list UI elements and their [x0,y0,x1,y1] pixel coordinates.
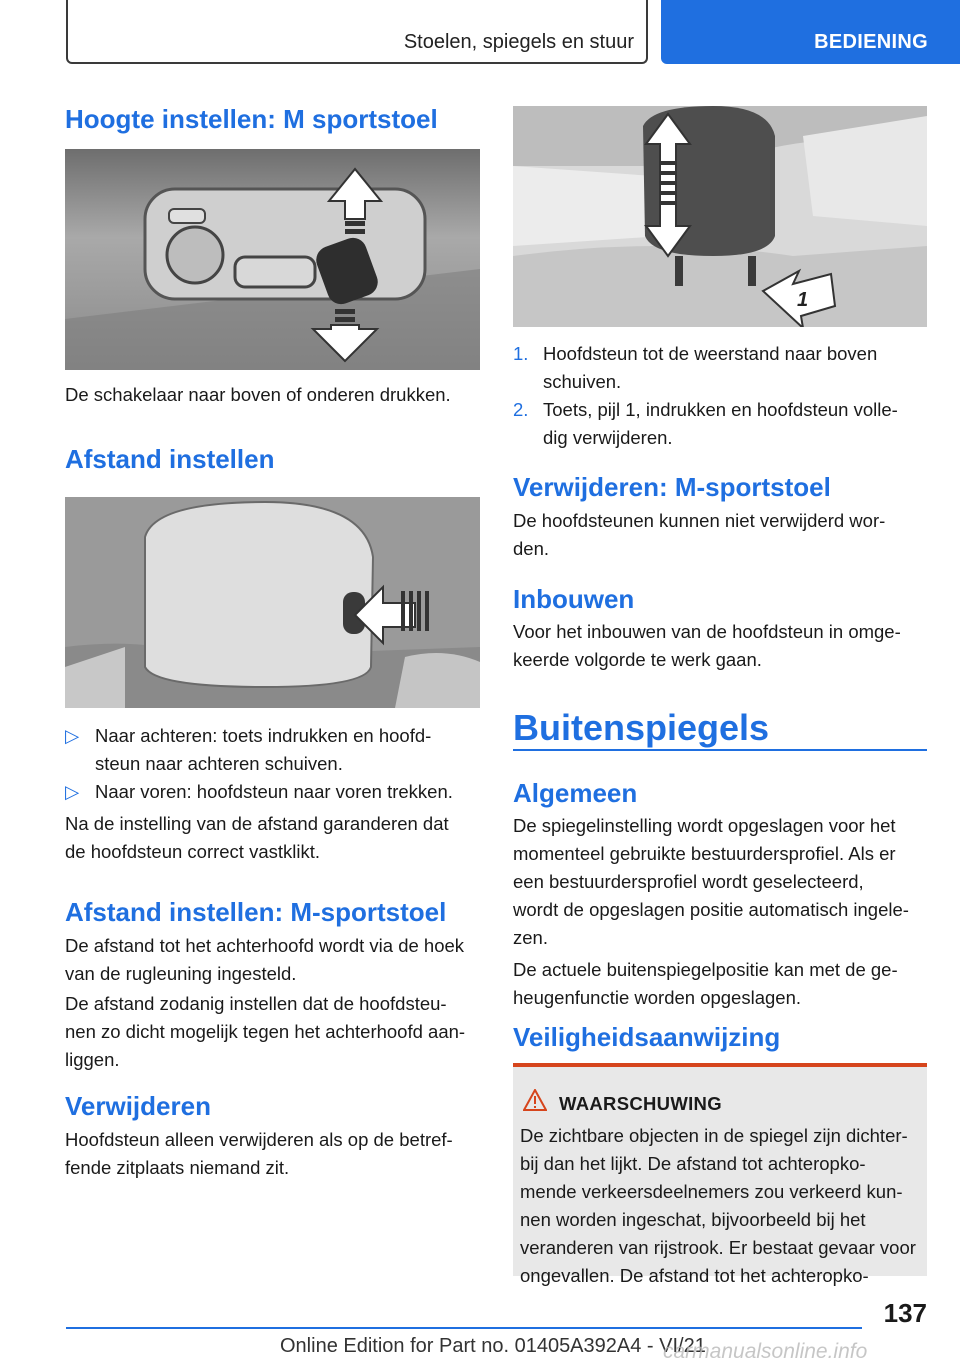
warning-line: bij dan het lijkt. De afstand tot achteropko- [520,1153,866,1174]
heading-veiligheidsaanwijzing: Veiligheidsaanwijzing [513,1022,781,1052]
step-text: schuiven. [543,371,622,392]
warning-line: nen worden ingeschat, bijvoorbeeld bij het [520,1209,866,1230]
para-alg2-l1: De actuele buitenspiegelpositie kan met de ge- [513,959,898,980]
para-alg1-l1: De spiegelinstelling wordt opgeslagen voor het [513,815,896,836]
step-number: 2. [513,399,529,420]
step-item-1 [513,340,927,396]
step-item-2 [513,396,927,452]
heading-inbouwen: Inbouwen [513,584,635,614]
para-afstand-l1: Na de instelling van de afstand garanderen dat [65,813,449,834]
heading-afstand-instellen: Afstand instellen [65,444,275,474]
heading-afstand-m-sportstoel: Afstand instellen: M-sportstoel [65,897,447,927]
section-rule [513,749,927,751]
bullet-marker: ▷ [65,725,80,746]
warning-line: ongevallen. De afstand tot het achteropko- [520,1265,869,1286]
para-m2-l3: liggen. [65,1049,120,1070]
heading-verwijderen: Verwijderen [65,1091,211,1121]
para-m2-l2: nen zo dicht mogelijk tegen het achterhoofd aan- [65,1021,466,1042]
warning-line: De zichtbare objecten in de spiegel zijn dichter- [520,1125,908,1146]
fig1-caption: De schakelaar naar boven of onderen drukken. [65,384,451,405]
step-text: dig verwijderen. [543,427,673,448]
para-m2-l1: De afstand zodanig instellen dat de hoofdsteu- [65,993,447,1014]
para-verw-l2: fende zitplaats niemand zit. [65,1157,290,1178]
header-section-title: Stoelen, spiegels en stuur [403,31,634,53]
para-m1-l2: van de rugleuning ingesteld. [65,963,297,984]
bullet-text: steun naar achteren schuiven. [95,753,343,774]
figure-headrest-remove [513,106,927,327]
figure-headrest-button [65,497,480,708]
para-alg1-l4: wordt de opgeslagen positie automatisch ingele- [513,899,909,920]
heading-buitenspiegels: Buitenspiegels [513,707,770,748]
heading-verwijderen-m-sportstoel: Verwijderen: M-sportstoel [513,472,831,502]
para-verw-m-l1: De hoofdsteunen kunnen niet verwijderd wor- [513,510,886,531]
warning-line: veranderen van rijstrook. Er bestaat gevaar voor [520,1237,916,1258]
page-number: 137 [883,1298,927,1328]
warning-title: WAARSCHUWING [559,1093,722,1114]
watermark: carmanualsonline.info [663,1340,868,1363]
step-text: Hoofdsteun tot de weerstand naar boven [543,343,878,364]
bullet-item-achteren [65,722,480,778]
step-number: 1. [513,343,529,364]
para-alg1-l2: momenteel gebruikte bestuurdersprofiel. Als er [513,843,896,864]
para-inbouwen-l2: keerde volgorde te werk gaan. [513,649,762,670]
para-alg1-l5: zen. [513,927,548,948]
bullet-marker: ▷ [65,781,80,802]
footer-edition: Online Edition for Part no. 01405A392A4 - VI/21 [280,1335,706,1357]
para-m1-l1: De afstand tot het achterhoofd wordt via de hoek [65,935,465,956]
fig3-callout-number: 1 [797,289,809,311]
warning-text [520,1122,922,1290]
chapter-tab[interactable] [661,0,960,64]
chapter-tab-label: BEDIENING [814,31,928,53]
para-alg1-l3: een bestuurdersprofiel wordt geselecteerd, [513,871,864,892]
para-alg2-l2: heugenfunctie worden opgeslagen. [513,987,802,1008]
heading-hoogte-instellen: Hoogte instellen: M sportstoel [65,104,438,134]
bullet-text: Naar voren: hoofdsteun naar voren trekken. [95,781,453,802]
warning-line: mende verkeersdeelnemers zou verkeerd kun- [520,1181,903,1202]
para-inbouwen-l1: Voor het inbouwen van de hoofdsteun in omge- [513,621,901,642]
header-section-box [66,0,648,64]
step-text: Toets, pijl 1, indrukken en hoofdsteun volle- [543,399,898,420]
figure-seat-switch [65,149,480,370]
para-verw-l1: Hoofdsteun alleen verwijderen als op de betref- [65,1129,453,1150]
footer-rule [66,1327,862,1329]
para-afstand-l2: de hoofdsteun correct vastklikt. [65,841,321,862]
warning-box [513,1063,927,1286]
heading-algemeen: Algemeen [513,778,638,808]
para-verw-m-l2: den. [513,538,550,559]
warning-triangle-icon [523,1089,547,1111]
bullet-item-voren [65,778,480,806]
bullet-text: Naar achteren: toets indrukken en hoofd- [95,725,432,746]
